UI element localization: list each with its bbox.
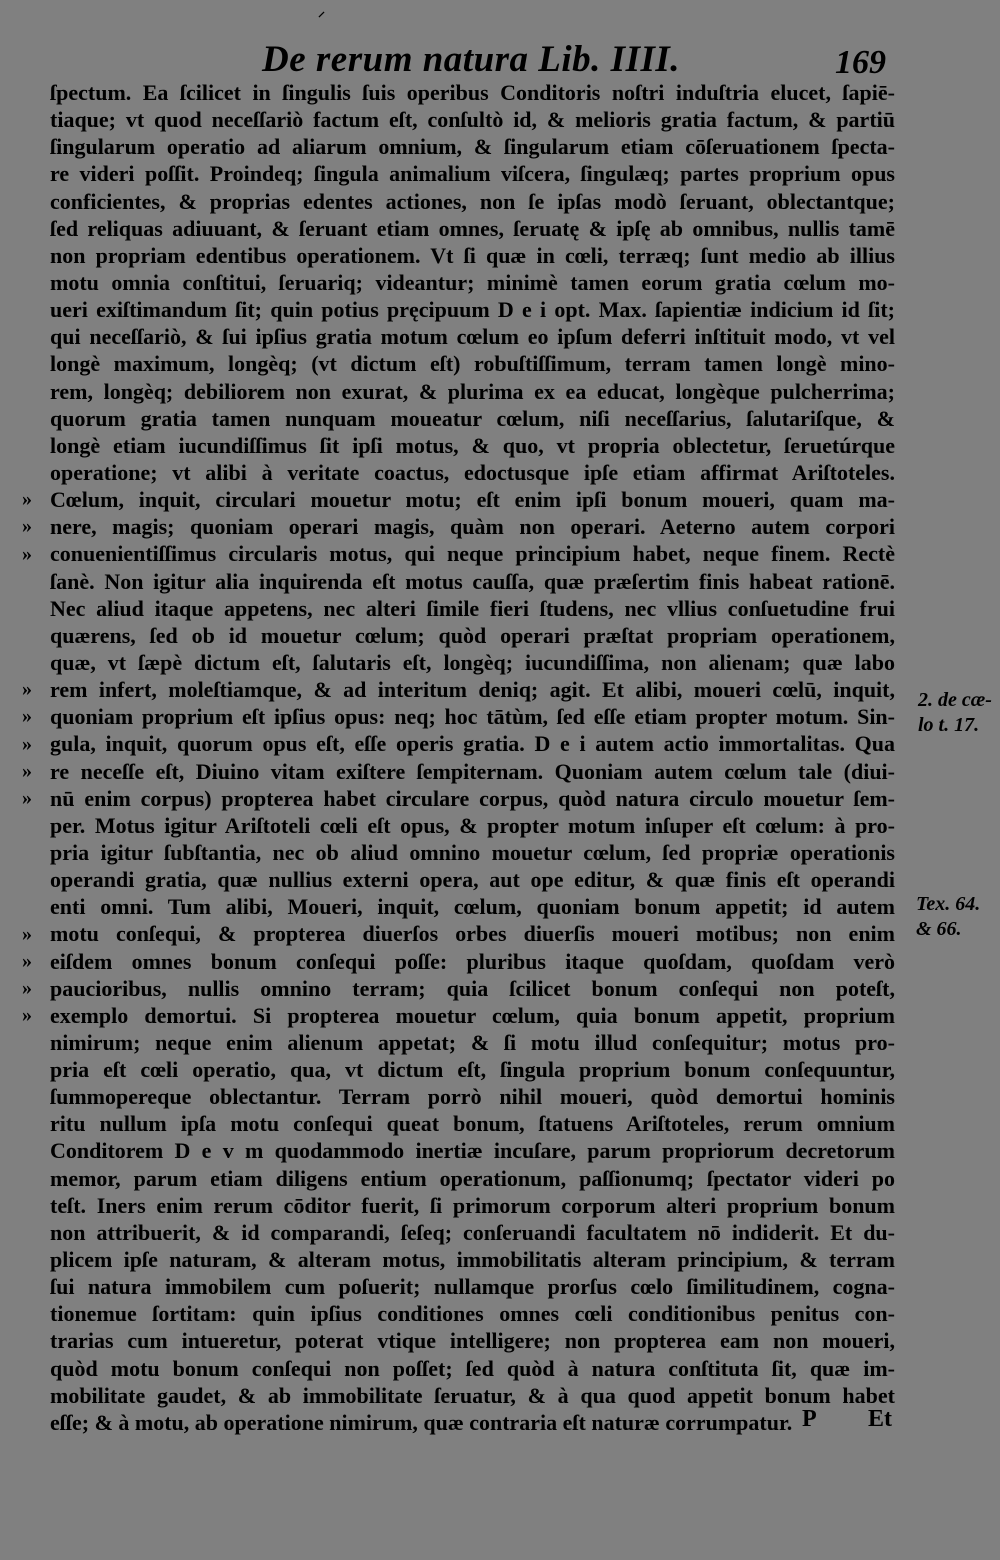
text-line: nere, magis; quoniam operari magis, quàm non operari. Aeterno autem corpori (50, 514, 895, 540)
text-line: trarias cum intueretur, poterat vtique intelligere; non propterea eam non moueri, (50, 1328, 895, 1354)
quotation-mark: » (22, 542, 32, 565)
text-line: memor, parum etiam diligens entium operationum, paſſionumq; ſpectator videri po (50, 1165, 895, 1191)
running-title: De rerum natura Lib. IIII. (262, 39, 681, 80)
printer-mark: ⸝ (318, 5, 325, 20)
text-line: per. Motus igitur Ariſtoteli cœli eſt opus, & propter motum inſuper eſt cœlum: à pro- (50, 812, 895, 838)
text-line: re videri poſſit. Proindeq; ſingula animalium viſcera, ſingulæq; partes proprium opus (50, 161, 895, 187)
text-line: rem infert, moleſtiamque, & ad interitum deniq; agit. Et alibi, moueri cœlū, inquit, (50, 677, 895, 703)
text-line: ſummopereque oblectantur. Terram porrò nihil moueri, quòd demortui hominis (50, 1084, 895, 1110)
text-line: ritu nullum ipſa motu conſequi queat bonum, ſtatuens Ariſtoteles, rerum omnium (50, 1111, 895, 1137)
catchword: Et (868, 1406, 892, 1432)
text-line: pria eſt cœli operatio, qua, vt dictum eſt, ſingula proprium bonum conſequuntur, (50, 1057, 895, 1083)
text-line: ſpectum. Ea ſcilicet in ſingulis ſuis operibus Conditoris noſtri induſtria elucet, ſapiē- (50, 80, 895, 105)
margin-note-line: Tex. 64. (916, 893, 981, 915)
quotation-mark: » (22, 488, 32, 511)
margin-note-line: lo t. 17. (918, 714, 980, 736)
quotation-mark: » (22, 786, 32, 809)
text-line: quorum gratia tamen nunquam moueatur cœlum, niſi neceſſarius, ſalutariſque, & (50, 405, 895, 431)
quotation-mark: » (22, 1004, 32, 1027)
text-line: quòd motu bonum conſequi non poſſet; ſed quòd à natura conſtituta ſit, quæ im- (50, 1355, 895, 1381)
text-line: Conditorem D e v m quodammodo inertiæ incuſare, parum propriorum decretorum (50, 1138, 895, 1164)
quotation-mark: » (22, 705, 32, 728)
text-line: enti omni. Tum alibi, Moueri, inquit, cœlum, quoniam bonum appetit; id autem (50, 894, 895, 920)
text-line: qui neceſſariò, & ſui ipſius gratia motum cœlum eo ipſum deferri inſtituit modo, vt vel (50, 324, 895, 350)
quotation-mark: » (22, 759, 32, 782)
text-line: non propriam edentibus operationem. Vt ſi quæ in cœli, terræq; ſunt medio ab illius (50, 242, 895, 268)
text-line: quærens, ſed ob id mouetur cœlum; quòd operari præſtat propriam operationem, (50, 622, 895, 648)
text-line: pria igitur ſubſtantia, nec ob aliud omnino mouetur cœlum, ſed propriæ operationis (50, 839, 895, 865)
text-line: longè maximum, longèq; (vt dictum eſt) robuſtiſſimum, terram tamen longè mino- (50, 351, 895, 377)
quotation-mark: » (22, 949, 32, 972)
text-line: operandi gratia, quæ nullius externi opera, aut ope editur, & quæ finis eſt operandi (50, 867, 895, 893)
text-line: ſui natura immobilem cum poſuerit; nullamque prorſus cœlo ſimilitudinem, cogna- (50, 1274, 895, 1300)
text-line: conuenientiſſimus circularis motus, qui neque principium habet, neque finem. Rectè (50, 541, 895, 567)
quotation-mark: » (22, 732, 32, 755)
text-line: teſt. Iners enim rerum cōditor fuerit, ſi primorum corporum alteri proprium bonum (50, 1192, 895, 1218)
text-line: operatione; vt alibi à veritate coactus, edoctusque ipſe etiam affirmat Ariſtoteles. (50, 459, 895, 485)
text-line: quoniam proprium eſt ipſius opus: neq; hoc tātùm, ſed eſſe etiam propter motum. Sin- (50, 704, 895, 730)
margin-note-line: & 66. (916, 918, 962, 940)
text-line: ſanè. Non igitur alia inquirenda eſt motus cauſſa, quæ præſertim finis habeat rationē. (50, 568, 895, 594)
text-line: gula, inquit, quorum opus eſt, eſſe operis gratia. D e i autem actio immortalitas. Qua (50, 731, 895, 757)
text-line: motu omnia conſtitui, ſeruariq; videantur; minimè tamen eorum gratia cœlum mo- (50, 269, 895, 295)
text-line: conficientes, & proprias edentes actiones, non ſe ipſas modò ſeruant, oblectantque; (50, 188, 895, 214)
margin-note-line: 2. de cæ- (918, 689, 992, 711)
text-line: re neceſſe eſt, Diuino vitam exiſtere ſempiternam. Quoniam autem cœlum tale (diui- (50, 758, 895, 784)
signature-mark: P (802, 1406, 817, 1432)
text-line: ueri exiſtimandum ſit; quin potius pręcipuum D e i opt. Max. ſapientiæ indicium id ſit; (50, 297, 895, 323)
text-line: non attribuerit, & id comparandi, ſeſeq; conſeruandi facultatem nō indiderit. Et du- (50, 1219, 895, 1245)
text-line: eiſdem omnes bonum conſequi poſſe: pluribus itaque quoſdam, quoſdam verò (50, 948, 895, 974)
text-line: tiaque; vt quod neceſſariò factum eſt, conſultò id, & melioris gratia factum, & partiū (50, 107, 895, 133)
text-line: plicem ipſe naturam, & alteram motus, immobilitatis alteram principium, & terram (50, 1247, 895, 1273)
text-line: Nec aliud itaque appetens, nec alteri ſimile fieri ſtudens, nec vllius conſuetudine frui (50, 595, 895, 621)
margin-note-reference-1 (918, 688, 992, 738)
quotation-mark: » (22, 922, 32, 945)
text-line: exemplo demortui. Si propterea mouetur cœlum, quia bonum appetit, proprium (50, 1002, 895, 1028)
text-line: quæ, vt ſæpè dictum eſt, ſalutaris eſt, longèq; iucundiſſima, non alienam; quæ labo (50, 649, 895, 675)
text-line: Cœlum, inquit, circulari mouetur motu; eſt enim ipſi bonum moueri, quam ma- (50, 487, 895, 513)
text-line: ſed reliquas adiuuant, & ſeruant etiam omnes, ſeruatę & ipſę ab omnibus, nullis tamē (50, 215, 895, 241)
text-line: paucioribus, nullis omnino terram; quia ſcilicet bonum conſequi non poteſt, (50, 975, 895, 1001)
body-text (50, 79, 895, 1436)
quotation-mark: » (22, 976, 32, 999)
text-line: motu conſequi, & propterea diuerſos orbes diuerſis moueri motibus; non enim (50, 921, 895, 947)
text-line: eſſe; & à motu, ab operatione nimirum, quæ contraria eſt naturæ corrumpatur. (50, 1409, 793, 1435)
text-line: mobilitate gaudet, & ab immobilitate ſeruatur, & à qua quod appetit bonum habet (50, 1382, 895, 1408)
text-line: nū enim corpus) propterea habet circulare corpus, quòd natura circulo mouetur ſem- (50, 785, 895, 811)
text-line: ſingularum operatio ad aliarum omnium, & ſingularum etiam cōſeruationem ſpecta- (50, 134, 895, 160)
text-line: tionemue ſortitam: quin ipſius conditiones omnes cœli conditionibus penitus con- (50, 1301, 895, 1327)
text-line: nimirum; neque enim alienum appetat; & ſi motu illud conſequitur; motus pro- (50, 1029, 895, 1055)
quotation-mark: » (22, 678, 32, 701)
quotation-mark: » (22, 515, 32, 538)
text-line: rem, longèq; debiliorem non exurat, & plurima ex ea educat, longèque pulcherrima; (50, 378, 895, 404)
text-line: longè etiam iucundiſſimus ſit ipſi motus, & quo, vt propria oblectetur, ſeruetúrque (50, 432, 895, 458)
margin-note-reference-2 (916, 892, 980, 942)
page-number: 169 (835, 44, 886, 81)
